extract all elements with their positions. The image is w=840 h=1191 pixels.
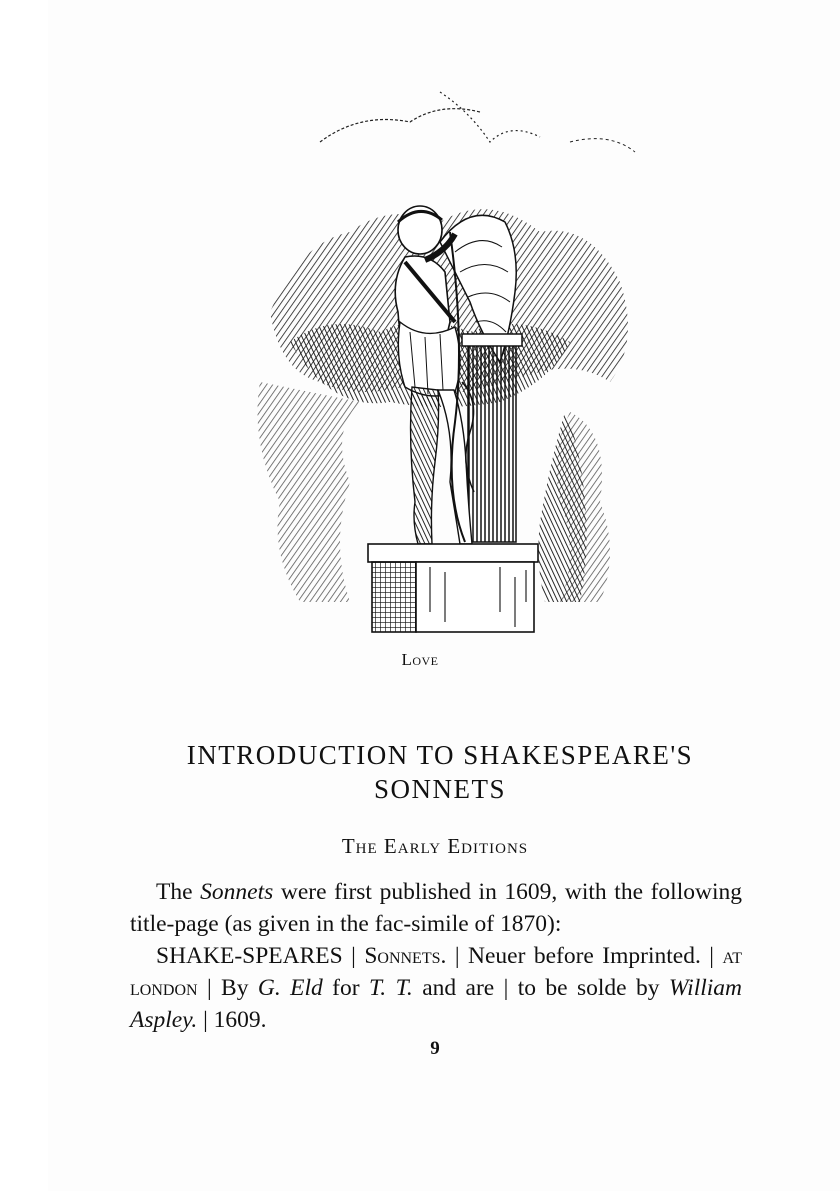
- text-run: and are | to be solde by: [412, 975, 669, 1001]
- text-run: | Neuer before Imprinted. |: [446, 943, 723, 969]
- cupid-statue-illustration: [240, 82, 660, 642]
- small-caps-run: at london: [130, 943, 742, 1001]
- text-run: were first published in 1609, with the following title-page (as given in the fac-simile of 1870):: [130, 879, 742, 937]
- illustration-caption: Love: [401, 650, 439, 669]
- italic-title: Sonnets: [200, 879, 274, 905]
- italic-name: William Aspley.: [130, 975, 743, 1033]
- paragraph-2: [130, 940, 742, 1036]
- text-run: The: [156, 879, 201, 905]
- section-heading: The Early Editions: [341, 834, 529, 858]
- italic-name: G. Eld: [257, 975, 323, 1001]
- paragraph-1: [130, 876, 742, 940]
- body-text: [130, 876, 742, 1036]
- text-run: SHAKE-SPEARES |: [156, 943, 365, 969]
- italic-name: T. T.: [368, 975, 413, 1001]
- page-number: 9: [430, 1038, 440, 1059]
- text-run: | 1609.: [197, 1007, 267, 1033]
- text-run: for: [322, 975, 369, 1001]
- small-caps-run: Sonnets.: [364, 943, 447, 969]
- title-line-1: INTRODUCTION TO SHAKESPEARE'S: [186, 740, 694, 770]
- page-title: [100, 738, 780, 806]
- text-run: | By: [197, 975, 258, 1001]
- title-line-2: SONNETS: [373, 774, 506, 804]
